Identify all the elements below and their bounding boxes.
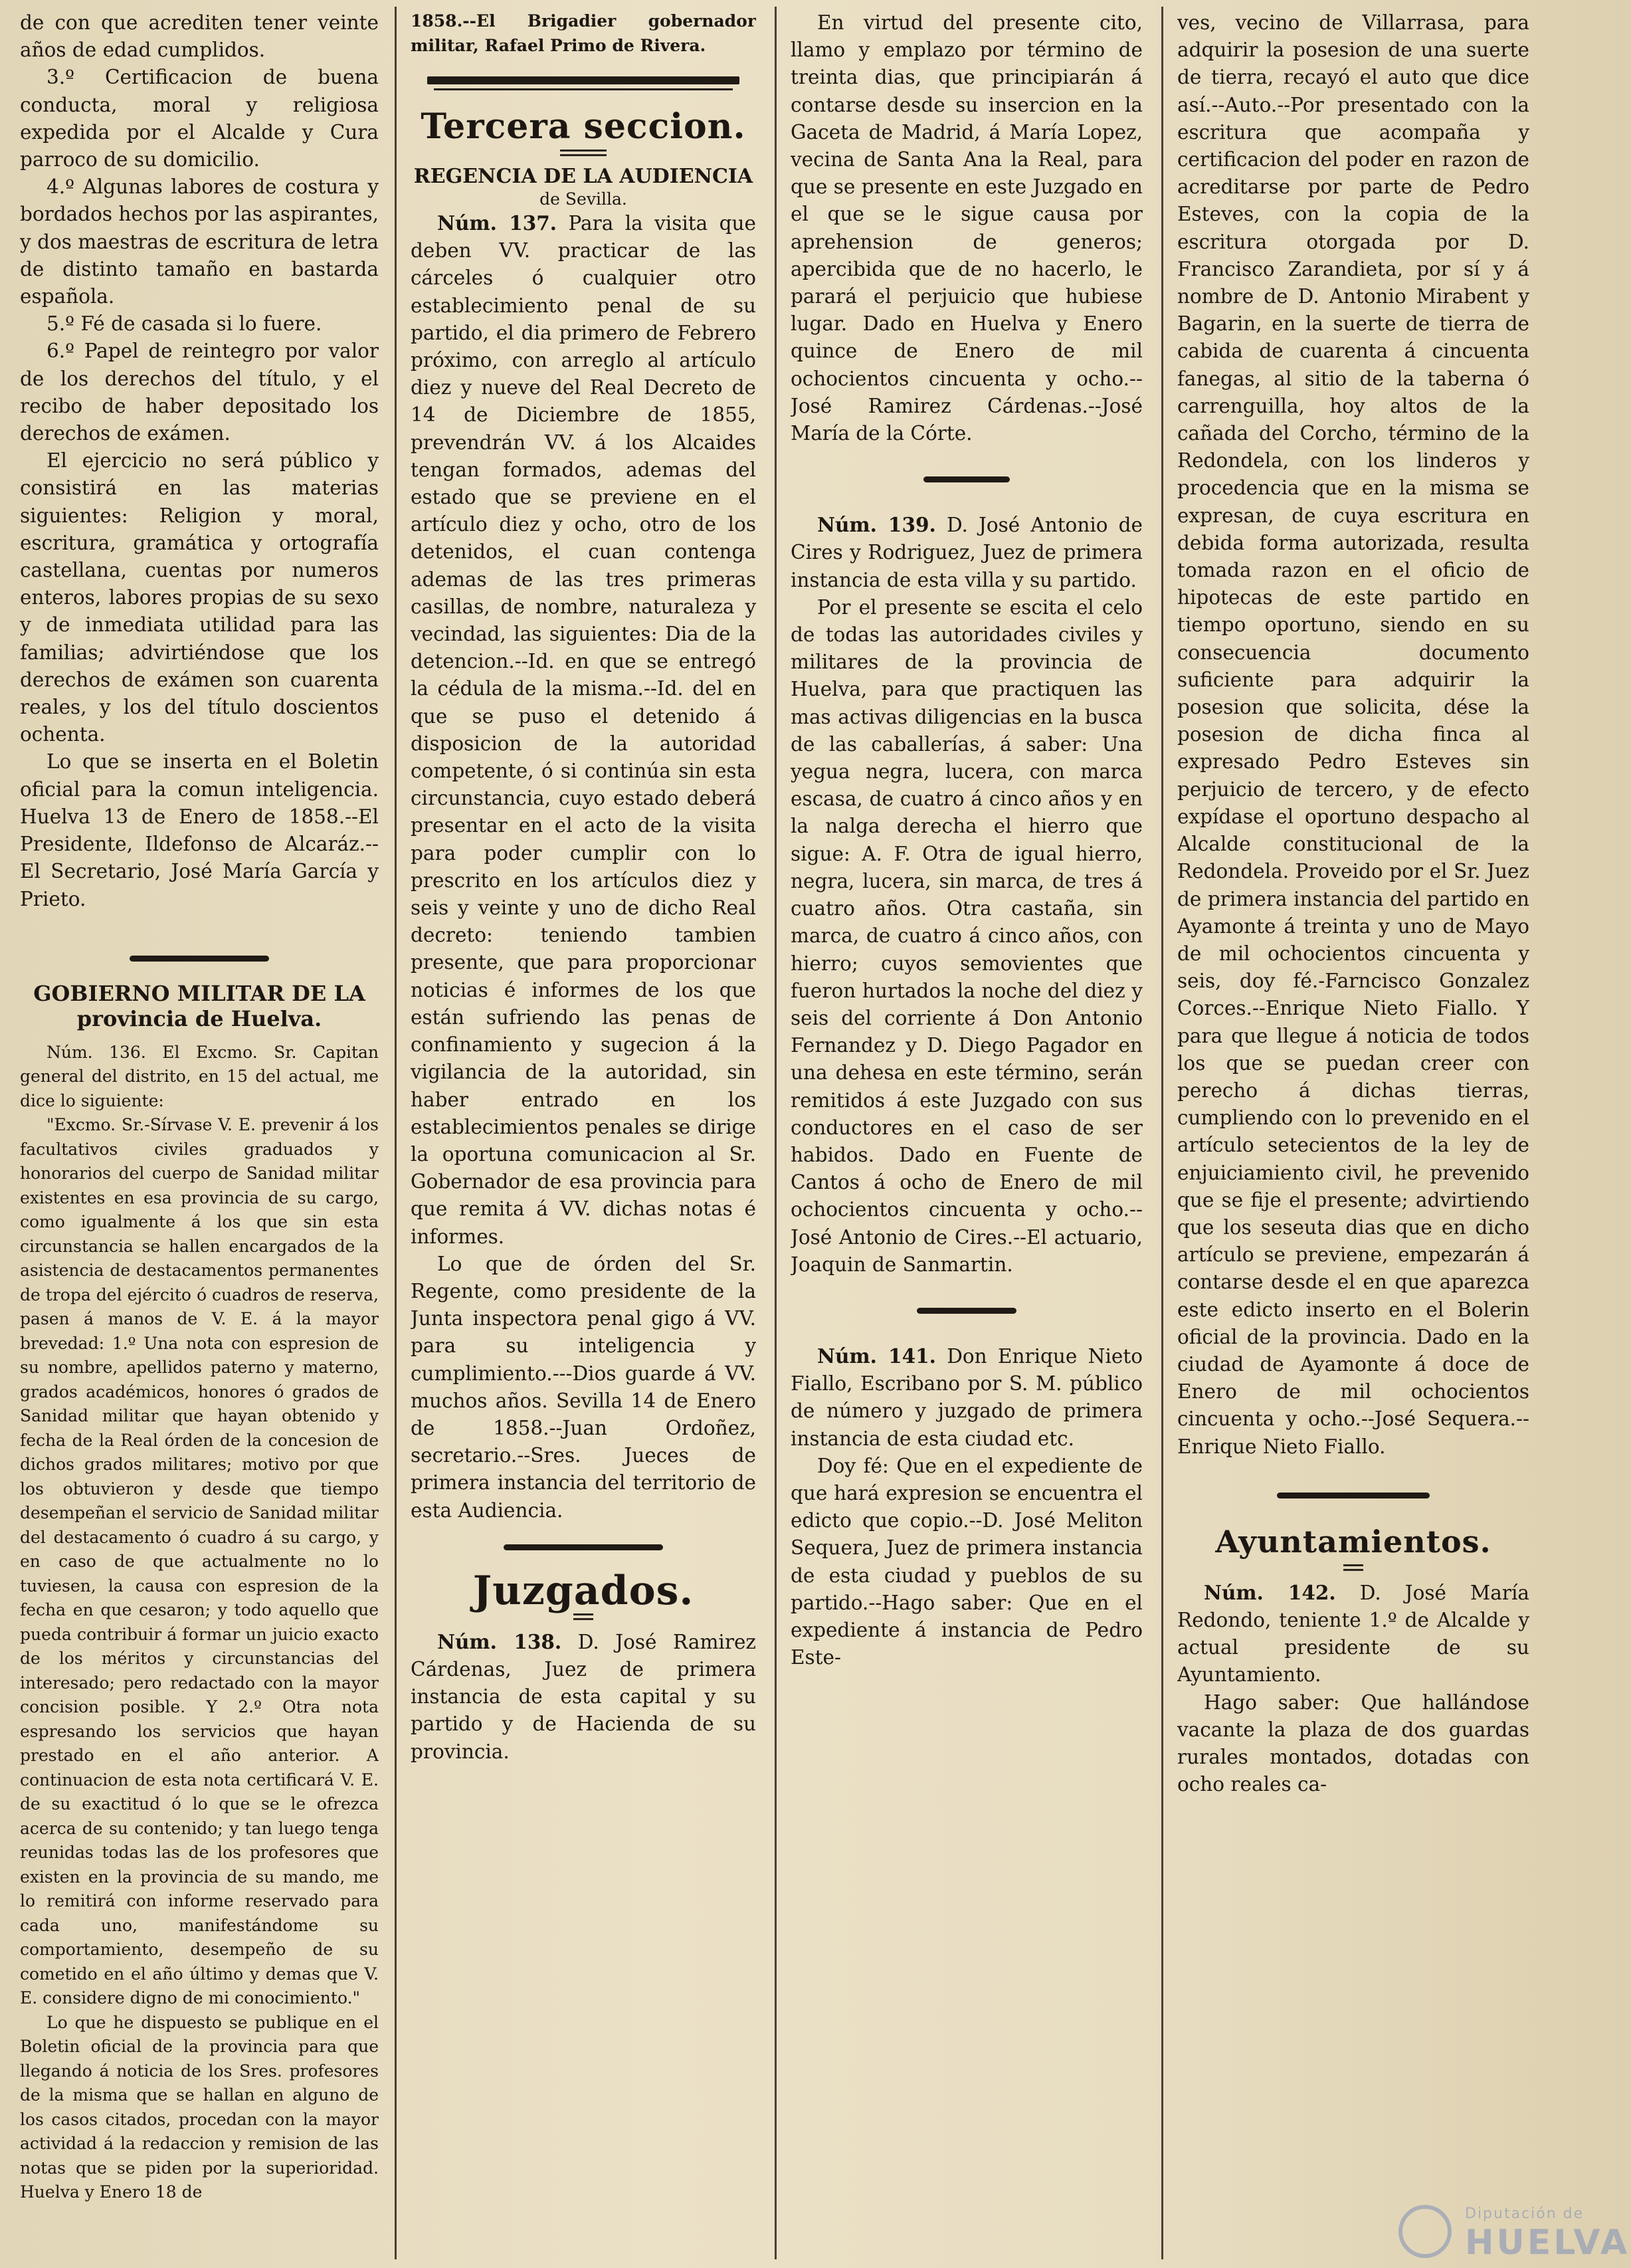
- notice-138: [411, 1628, 756, 1766]
- column-2: [411, 9, 756, 2255]
- notice-text: D. José María Redondo, teniente 1.º de Alcalde y actual presidente de su Ayuntamiento.: [1177, 1581, 1529, 1687]
- double-rule: [560, 150, 607, 156]
- ornament-divider: [504, 1542, 663, 1552]
- subsection-title: REGENCIA DE LA AUDIENCIA: [413, 165, 753, 188]
- ornament-divider: [1277, 1490, 1430, 1500]
- ornament-divider: [917, 1305, 1016, 1316]
- notice-number: Núm. 141.: [817, 1344, 936, 1368]
- paragraph: Lo que de órden del Sr. Regente, como presidente de la Junta inspectora penal gigo á VV. para su inteligencia y cumplimiento.---Dios guarde á VV. muchos años. Sevilla 14 de Enero de 1858.--Juan Ordoñez, secretario.--Sres. Jueces de primera instancia del territorio de esta Audiencia.: [411, 1252, 756, 1522]
- column-3: [791, 9, 1143, 2255]
- paragraph: Núm. 136. El Excmo. Sr. Capitan general del distrito, en 15 del actual, me dice lo siguiente:: [20, 1042, 379, 1110]
- notice-142: [1177, 1579, 1529, 1689]
- column-rule: [395, 7, 397, 2259]
- notice-text: D. José Ramirez Cárdenas, Juez de primera instancia de esta capital y su partido y de Hacienda de su provincia.: [411, 1630, 756, 1763]
- notice-text: D. José Antonio de Cires y Rodriguez, Juez de primera instancia de esta villa y su partido.: [791, 514, 1143, 591]
- paragraph: 6.º Papel de reintegro por valor de los derechos del título, y el recibo de haber depositado los derechos de exámen.: [20, 340, 379, 445]
- paragraph: 3.º Certificacion de buena conducta, moral y religiosa expedida por el Alcalde y Cura parroco de su domicilio.: [20, 66, 379, 171]
- notice-141: [791, 1342, 1143, 1453]
- paragraph: ves, vecino de Villarrasa, para adquirir la posesion de una suerte de tierra, recayó el auto que dice así.--Auto.--Por presentado con la escritura que acompaña y certificacion del poder en razon de acreditarse por parte de Pedro Esteves, con la copia de la escritura otorgada por D. Francisco Zarandieta, por sí y á nombre de D. Antonio Mirabent y Bagarin, en la suerte de tierra de cabida de cuarenta á cincuenta fanegas, al sitio de la taberna ó carrenguilla, hoy altos de la cañada del Corcho, término de la Redondela, con los linderos y procedencia que en la misma se expresan, de cuya escritura en debida forma autorizada, resulta tomada razon en el oficio de hipotecas de este partido en tiempo oportuno, siendo en su consecuencia documento suficiente para adquirir la posesion que solicita, dése la posesion de dicha finca al expresado Pedro Esteves sin perjuicio de tercero, y de efecto expídase el oportuno despacho al Alcalde constitucional de la Redondela. Proveido por el Sr. Juez de primera instancia del partido en Ayamonte á treinta y uno de Mayo de mil ochocientos cincuenta y seis, doy fé.-Farncisco Gonzalez Corces.--Enrique Nieto Fiallo. Y para que llegue á noticia de todos los que se puedan creer con perecho á dichas tierras, cumpliendo con lo prevenido en el artículo setecientos de la ley de enjuiciamiento civil, he prevenido que se fije el presente; advirtiendo que los seseuta dias que en dicho artículo se previene, empezarán á contarse desde el en que aparezca este edicto inserto en el Bolerin oficial de la provincia. Dado en la ciudad de Ayamonte á doce de Enero de mil ochocientos cincuenta y ocho.--José Sequera.--Enrique Nieto Fiallo.: [1177, 11, 1529, 1458]
- column-rule: [1161, 7, 1163, 2259]
- notice-number: Núm. 138.: [437, 1629, 562, 1653]
- paragraph: "Excmo. Sr.-Sírvase V. E. prevenir á los facultativos civiles graduados y honorarios del cuerpo de Sanidad militar existentes en esa provincia de su cargo, como igualmente á los que sin esta circunstancia se hallen encargados de la asistencia de destacamentos permanentes de tropa del ejército ó cuadros de reserva, pasen á manos de V. E. á la mayor brevedad: 1.º Una nota con espresion de su nombre, apellidos paterno y materno, grados académicos, honores ó grados de Sanidad militar que hayan obtenido y fecha de la Real órden de la concesion de dichos grados militares; motivo por que los obtuvieron y desde que tiempo desempeñan el servicio de Sanidad militar del destacamento ó cuadro á su cargo, y en caso de que actualmente no lo tuviesen, la causa con espresion de la fecha en que cesaron; y todo aquello que pueda contribuir á formar un juicio exacto de los méritos y circunstancias del interesado; pero redactado con la mayor concision posible. Y 2.º Otra nota espresando los servicios que hayan prestado en el año anterior. A continuacion de esta nota certificará V. E. de su exactitud ó lo que se le ofrezca acerca de su contenido; y tan luego tenga reunidas todas las de los profesores que existen en la provincia de su mando, me lo remitirá con informe reservado para cada uno, manifestándome su comportamiento, desempeño de su cometido en el año último y demas que V. E. considere digno de mi conocimiento.": [20, 1115, 379, 2008]
- notice-139: [791, 511, 1143, 594]
- paragraph: 1858.--El Brigadier gobernador militar, Rafael Primo de Rivera.: [411, 11, 756, 55]
- column-1: [20, 9, 379, 2255]
- watermark-line-2: HUELVA: [1465, 2223, 1630, 2263]
- paragraph: Lo que se inserta en el Boletin oficial para la comun inteligencia. Huelva 13 de Enero de 1858.--El Presidente, Ildefonso de Alcaráz.--El Secretario, José María García y Prieto.: [20, 750, 379, 910]
- section-title: Tercera seccion.: [421, 106, 746, 147]
- notice-number: Núm. 139.: [817, 513, 936, 537]
- column-4: [1177, 9, 1529, 2255]
- double-rule: [573, 1613, 593, 1620]
- paragraph: 4.º Algunas labores de costura y bordados hechos por las aspirantes, y dos maestras de escritura de letra de distinto tamaño en bastarda española.: [20, 175, 379, 308]
- watermark-line-1: Diputación de: [1465, 2206, 1584, 2222]
- ornament-divider: [923, 474, 1010, 484]
- ornament-divider: [427, 75, 739, 86]
- paragraph: El ejercicio no será público y consistirá en las materias siguientes: Religion y moral, escritura, gramática y ortografía castellana, cuentas por numeros enteros, labores propias de su sexo y de inmediata utilidad para las familias; advirtiéndose que los derechos de exámen son cuarenta reales, y los del título doscientos ochenta.: [20, 449, 379, 746]
- seal-icon: [1398, 2205, 1452, 2258]
- section-title: Ayuntamientos.: [1215, 1523, 1491, 1560]
- paragraph: de con que acrediten tener veinte años de edad cumplidos.: [20, 11, 379, 62]
- notice-text: Para la visita que deben VV. practicar de las cárceles ó cualquier otro establecimiento penal de su partido, el dia primero de Febrero próximo, con arreglo al artículo diez y nueve del Real Decreto de 14 de Diciembre de 1855, prevendrán VV. á los Alcaides tengan formados, ademas del estado que se previene en el artículo diez y ocho, otro de los detenidos, el cuan contenga ademas de las tres primeras casillas, de nombre, naturaleza y vecindad, las siguientes: Dia de la detencion.--Id. en que se entregó la cédula de la misma.--Id. del en que se puso el detenido á disposicion de la autoridad competente, ó si continúa sin esta circunstancia, cuyo estado deberá presentar en el acto de la visita para poder cumplir con lo prescrito en los artículos diez y seis y veinte y uno de dicho Real decreto: teniendo tambien presente, que para proporcionar noticias é informes de los que están sufriendo las penas de confinamiento y sugecion á la vigilancia de la autoridad, sin haber entrado en los establecimientos penales se dirige la oportuna comunicacion al Sr. Gobernador de esa provincia para que remita á VV. dichas notas é informes.: [411, 212, 756, 1248]
- paragraph: Hago saber: Que hallándose vacante la plaza de dos guardas rurales montados, dotadas con ocho reales ca-: [1177, 1691, 1529, 1796]
- ornament-divider: [130, 953, 269, 964]
- section-title: Juzgados.: [472, 1567, 694, 1614]
- notice-number: Núm. 142.: [1204, 1580, 1336, 1604]
- notice-137: [411, 209, 756, 1251]
- archive-watermark: [1398, 2202, 1630, 2263]
- double-rule: [1343, 1564, 1363, 1571]
- paragraph: Lo que he dispuesto se publique en el Boletin oficial de la provincia para que llegando á noticia de los Sres. profesores de la misma que se hallan en alguno de los casos citados, procedan con la mayor actividad á la redaccion y remision de las notas que se piden por la superioridad. Huelva y Enero 18 de: [20, 2012, 379, 2202]
- notice-number: Núm. 137.: [437, 211, 557, 235]
- notice-text: Don Enrique Nieto Fiallo, Escribano por S. M. público de número y juzgado de primera instancia de esta ciudad etc.: [791, 1344, 1143, 1450]
- column-rule: [775, 7, 777, 2259]
- paragraph: En virtud del presente cito, llamo y emplazo por término de treinta dias, que principiarán á contarse desde su insercion en la Gaceta de Madrid, á María Lopez, vecina de Santa Ana la Real, para que se presente en este Juzgado en el que se le sigue causa por aprehension de generos; apercibida que de no hacerlo, le parará el perjuicio que hubiese lugar. Dado en Huelva y Enero quince de Enero de mil ochocientos cincuenta y ocho.--José Ramirez Cárdenas.--José María de la Córte.: [791, 11, 1143, 445]
- paragraph: Doy fé: Que en el expediente de que hará expresion se encuentra el edicto que copio.--D. José Meliton Sequera, Juez de primera instancia de esta ciudad y pueblos de su partido.--Hago saber: Que en el expediente á instancia de Pedro Este-: [791, 1454, 1143, 1669]
- section-heading: GOBIERNO MILITAR DE LA provincia de Huelva.: [33, 980, 365, 1031]
- paragraph: Por el presente se escita el celo de todas las autoridades civiles y militares de la provincia de Huelva, para que practiquen las mas activas diligencias en la busca de las caballerías, á saber: Una yegua negra, lucera, con marca escasa, de cuatro á cinco años y en la nalga derecha el hierro que sigue: A. F. Otra de igual hierro, negra, lucera, sin marca, de tres á cuatro años. Otra castaña, sin marca, de cuatro á cinco años, con hierro; cuyos semovientes que fueron hurtados la noche del diez y seis del corriente á Don Antonio Fernandez y D. Diego Pagador en una dehesa en este término, serán remitidos á este Juzgado con sus conductores en el caso de ser habidos. Dado en Fuente de Cantos á ocho de Enero de mil ochocientos cincuenta y ocho.--José Antonio de Cires.--El actuario, Joaquin de Sanmartin.: [791, 595, 1143, 1276]
- subsection-subtitle: de Sevilla.: [539, 189, 627, 209]
- paragraph: 5.º Fé de casada si lo fuere.: [47, 312, 322, 336]
